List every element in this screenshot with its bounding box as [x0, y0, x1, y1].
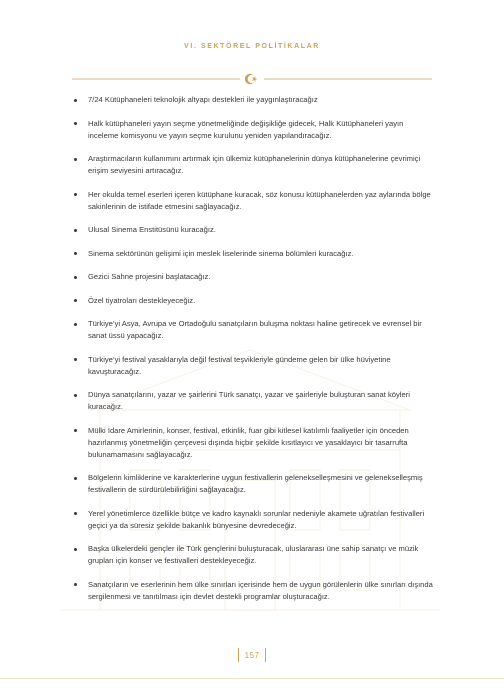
list-item: Halk kütüphaneleri yayın seçme yönetmeliğinde değişikliğe gidecek, Halk Kütüphaneleri yayın inceleme komisyonu ve yayın seçme kurulunu yeniden yapılandıracağız. — [74, 118, 434, 142]
list-item: Türkiye’yi festival yasaklarıyla değil festival teşvikleriyle gündeme gelen bir ülke hüviyetine kavuşturacağız. — [74, 354, 434, 378]
list-item: Gezici Sahne projesini başlatacağız. — [74, 271, 434, 283]
header-divider — [72, 73, 432, 85]
list-item: Başka ülkelerdeki gençler ile Türk gençlerini buluşturacak, uluslararası üne sahip sanatçı ve müzik grupları için konser ve festivalleri destekleyeceğiz. — [74, 543, 434, 567]
crescent-star-icon — [245, 74, 258, 84]
list-item: Bölgelerin kimliklerine ve karakterlerine uygun festivallerin gelenekselleşmesini ve gelenekselleşmiş festivallerin de sürdürülebilirliğini sağlayacağız. — [74, 472, 434, 496]
list-item: Her okulda temel eserleri içeren kütüphane kuracak, söz konusu kütüphanelerden yaz aylarında bölge sakinlerinin de istifade etmesini sağlayacağız. — [74, 189, 434, 213]
list-item: Ulusal Sinema Enstitüsünü kuracağız. — [74, 224, 434, 236]
page-number-text: 157 — [244, 650, 260, 660]
list-item: Araştırmacıların kullanımını artırmak için ülkemiz kütüphanelerinin dünya kütüphanelerine çevrimiçi erişim seviyesini artıracağız. — [74, 153, 434, 177]
list-item: Dünya sanatçılarını, yazar ve şairlerini Türk sanatçı, yazar ve şairleriyle buluşturan sanat köyleri kuracağız. — [74, 389, 434, 413]
list-item: Mülki İdare Amirlerinin, konser, festival, etkinlik, fuar gibi kitlesel katılımlı faaliyetler için önceden hazırlanmış yönetmeliğin çerçevesi dışında hiçbir şekilde kısıtlayıcı ve yasaklayıcı bir tasarrufta bulunamamasını sağlayacağız. — [74, 425, 434, 461]
list-item: Sanatçıların ve eserlerinin hem ülke sınırları içerisinde hem de uygun görülenlerin ülke sınırları dışında sergilenmesi ve tanıtılması için devlet destekli programlar oluşturacağız. — [74, 579, 434, 603]
list-item: Özel tiyatroları destekleyeceğiz. — [74, 295, 434, 307]
list-item: Sinema sektörünün gelişimi için meslek liselerinde sinema bölümleri kuracağız. — [74, 248, 434, 260]
page-number — [0, 648, 504, 662]
policy-list — [74, 94, 434, 614]
section-header: VI. SEKTÖREL POLİTİKALAR — [184, 43, 320, 50]
list-item: Yerel yönetimlerce özellikle bütçe ve kadro kaynaklı sorunlar nedeniyle akamete uğratılan festivalleri geçici ya da süresiz şekilde bakanlık bünyesine devredeceğiz. — [74, 508, 434, 532]
footer-rule — [0, 678, 504, 679]
list-item: Türkiye’yi Asya, Avrupa ve Ortadoğulu sanatçıların buluşma noktası haline getirecek ve evrensel bir sanat üssü yapacağız. — [74, 318, 434, 342]
list-item: 7/24 Kütüphaneleri teknolojik altyapı destekleri ile yaygınlaştıracağız — [74, 94, 434, 106]
page-number-divider-right — [265, 648, 266, 662]
